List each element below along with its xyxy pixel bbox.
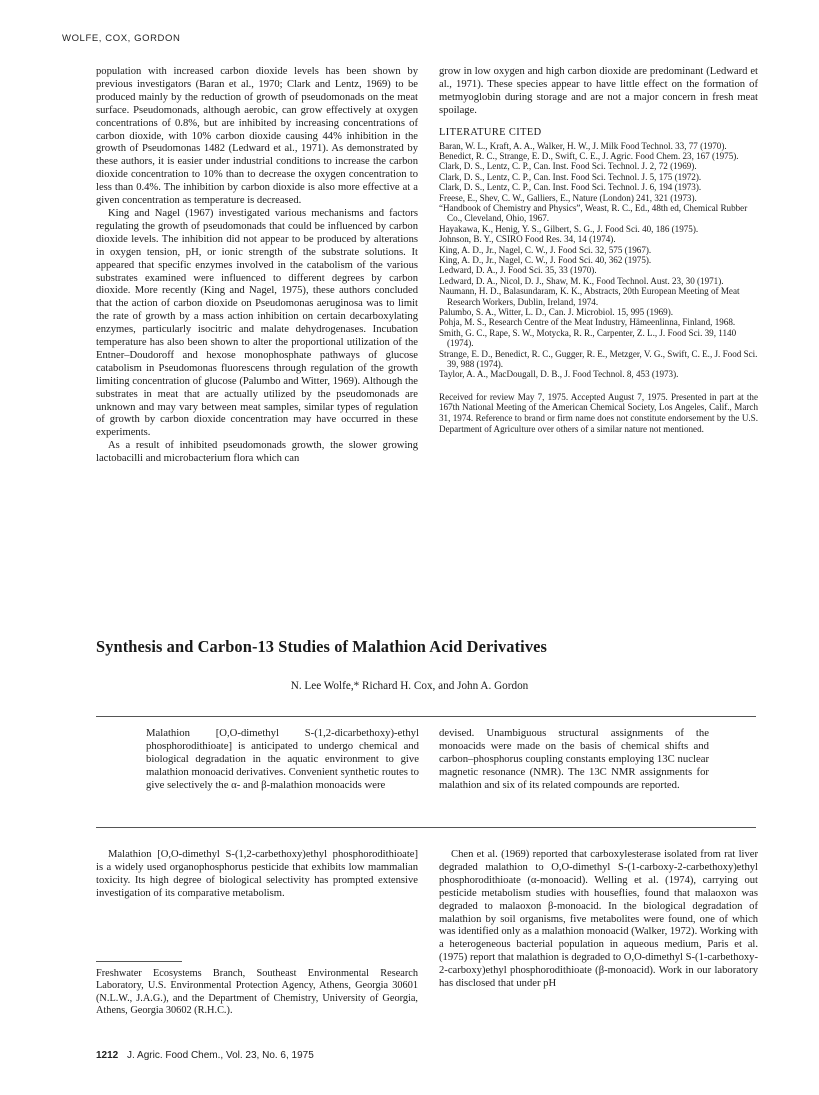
reference-item: Taylor, A. A., MacDougall, D. B., J. Food Technol. 8, 453 (1973). [439,369,679,380]
reference-item: Johnson, B. Y., CSIRO Food Res. 34, 14 (1974). [439,234,616,245]
reference-item: Freese, E., Shev, C. W., Galliers, E., Nature (London) 241, 321 (1973). [439,192,697,203]
page-footer [96,1050,314,1061]
reference-item: Hayakawa, K., Henig, Y. S., Gilbert, S. G., J. Food Sci. 40, 186 (1975). [439,223,699,234]
reference-item: “Handbook of Chemistry and Physics”, Weast, R. C., Ed., 48th ed, Chemical Rubber Co., Cleveland, Ohio, 1967. [439,202,748,224]
intro-left-column [96,849,418,1018]
reference-item: Clark, D. S., Lentz, C. P., Can. Inst. Food Sci. Technol. J. 5, 175 (1972). [439,171,702,182]
body-paragraph: As a result of inhibited pseudomonads growth, the slower growing lactobacilli and microbacterium flora which can [96,440,418,465]
reference-item: Benedict, R. C., Strange, E. D., Swift, C. E., J. Agric. Food Chem. 23, 167 (1975). [439,150,739,161]
reference-item: Pohja, M. S., Research Centre of the Meat Industry, Hämeenlinna, Finland, 1968. [439,317,736,328]
reference-list [439,141,758,380]
intro-right-column [439,849,758,991]
top-left-column [96,66,418,466]
body-paragraph: King and Nagel (1967) investigated various mechanisms and factors regulating the growth of pseudomonads that could be influenced by carbon dioxide levels. The inhibition did not appear to be produced by alterations in oxygen tension, pH, or ionic strength of the substrate solutions. It appeared that specific enzymes involved in the catabolism of the various substrates examined were influenced to different degrees by carbon dioxide. More recently (King and Nagel, 1975), these authors concluded that the action of carbon dioxide on Pseudomonas aeruginosa was to limit the rate of growth by a mass action inhibition on certain decarboxylating enzymes, particularly isocitric and malate dehydrogenases. Incubation temperature has also been shown to alter the proportional utilization of the Entner–Doudoroff and hexose monophosphate pathways of glucose catabolism in Pseudomonas fluorescens through regulation of the growth limiting concentration of glucose (Palumbo and Witter, 1969). Although the substrates in meat that are actually utilized by the pseudomonads are unknown and may vary between meat samples, similar types of regulation of growth by carbon dioxide concentration may have occurred in these experiments. [96,207,418,439]
reference-item: Palumbo, S. A., Witter, L. D., Can. J. Microbiol. 15, 995 (1969). [439,307,674,318]
reference-item: Smith, G. C., Rape, S. W., Motycka, R. R., Carpenter, Z. L., J. Food Sci. 39, 1140 (1974). [439,327,737,349]
reference-item: Ledward, D. A., Nicol, D. J., Shaw, M. K., Food Technol. Aust. 23, 30 (1971). [439,275,724,286]
reference-item: King, A. D., Jr., Nagel, C. W., J. Food Sci. 40, 362 (1975). [439,255,652,265]
author-line: N. Lee Wolfe,* Richard H. Cox, and John A. Gordon [290,680,529,692]
footnote-rule [96,961,182,962]
reference-item: King, A. D., Jr., Nagel, C. W., J. Food Sci. 32, 575 (1967). [439,244,652,255]
intro-paragraph: Chen et al. (1969) reported that carboxylesterase isolated from rat liver degraded malathion to O,O-dimethyl S-(1-carboxy-2-carbethoxy)ethyl phosphorodithioate (α-monoacid). Welling et al. (1974), carrying out pesticide metabolism studies with houseflies, found that malaoxon was degraded to malaoxon β-monoacid. In the biological degradation of malathion by soil organisms, five metabolites were found, one of which was identified only as a malathion monoacid (Walker, 1972). Working with a heterogeneous bacterial population in aqueous medium, Paris et al. (1975) report that malathion is degraded to O,O-dimethyl S-(1-carbethoxy-2-carboxy)ethyl phosphorodithioate (β-monoacid). Work in our laboratory has disclosed that under pH [439,849,758,990]
reference-item: Ledward, D. A., J. Food Sci. 35, 33 (1970). [439,265,597,276]
abstract-bottom-rule [96,827,756,828]
affiliation-footnote: Freshwater Ecosystems Branch, Southeast Environmental Research Laboratory, U.S. Environmental Protection Agency, Athens, Georgia 30601 (N.L.W., J.A.G.), and the Department of Chemistry, University of Georgia, Athens, Georgia 30602 (R.H.C.). [96,967,418,1017]
received-note: Received for review May 7, 1975. Accepted August 7, 1975. Presented in part at the 167th National Meeting of the American Chemical Society, Los Angeles, Calif., March 31, 1974. Reference to brand or firm name does not constitute endorsement by the U.S. Department of Agriculture over others of a similar nature not mentioned. [439,391,758,434]
intro-paragraph: Malathion [O,O-dimethyl S-(1,2-carbethoxy)ethyl phosphorodithioate] is a widely used organophosphorus pesticide that exhibits low mammalian toxicity. Its high degree of biological selectivity has prompted extensive investigation of its comparative metabolism. [96,849,418,899]
journal-citation: J. Agric. Food Chem., Vol. 23, No. 6, 1975 [127,1050,314,1061]
reference-item: Clark, D. S., Lentz, C. P., Can. Inst. Food Sci. Technol. J. 6, 194 (1973). [439,182,702,193]
literature-cited-heading: LITERATURE CITED [439,126,542,138]
body-paragraph: grow in low oxygen and high carbon dioxide are predominant (Ledward et al., 1971). These species appear to have little effect on the formation of metmyoglobin during storage and are not a major concern in fresh meat spoilage. [439,66,758,116]
page-number: 1212 [96,1050,119,1061]
running-head: WOLFE, COX, GORDON [62,33,181,44]
reference-item: Clark, D. S., Lentz, C. P., Can. Inst. Food Sci. Technol. J. 2, 72 (1969). [439,161,697,172]
article-title: Synthesis and Carbon-13 Studies of Malathion Acid Derivatives [96,637,547,656]
body-paragraph: population with increased carbon dioxide levels has been shown by previous investigators (Baran et al., 1970; Clark and Lentz, 1969) to be produced mainly by the reduction of growth of pseudomonads on the meat surface. Pseudomonads, although aerobic, can grow effectively at oxygen concentrations of 0.8%, but are inhibited by increasing concentrations of carbon dioxide, with 10% carbon dioxide causing 44% inhibition in the growth of Pseudomonas 1482 (Ledward et al., 1971). As demonstrated by these authors, it is easier under industrial conditions to increase the carbon dioxide concentration to 10% than to decrease the oxygen concentration to less than 0.4%. The inhibition by carbon dioxide is also more effective at a given concentration as temperature is decreased. [96,66,418,207]
reference-item: Strange, E. D., Benedict, R. C., Gugger, R. E., Metzger, V. G., Swift, C. E., J. Food Sci. 39, 988 (1974). [439,348,758,370]
top-right-column [439,66,758,434]
abstract-left: Malathion [O,O-dimethyl S-(1,2-dicarbethoxy)-ethyl phosphorodithioate] is anticipated to undergo chemical and biological degradation in the aquatic environment to give malathion monoacid derivatives. Convenient synthetic routes to give selectively the α- and β-malathion monoacids were [146,727,419,791]
abstract-right: devised. Unambiguous structural assignments of the monoacids were made on the basis of chemical shifts and carbon–phosphorus coupling constants employing 13C nuclear magnetic resonance (NMR). The 13C NMR assignments for malathion and six of its related compounds are reported. [439,727,709,791]
abstract-top-rule [96,716,756,717]
reference-item: Naumann, H. D., Balasundaram, K. K., Abstracts, 20th European Meeting of Meat Research Workers, Dublin, Ireland, 1974. [439,286,740,307]
reference-item: Baran, W. L., Kraft, A. A., Walker, H. W., J. Milk Food Technol. 33, 77 (1970). [439,140,727,151]
